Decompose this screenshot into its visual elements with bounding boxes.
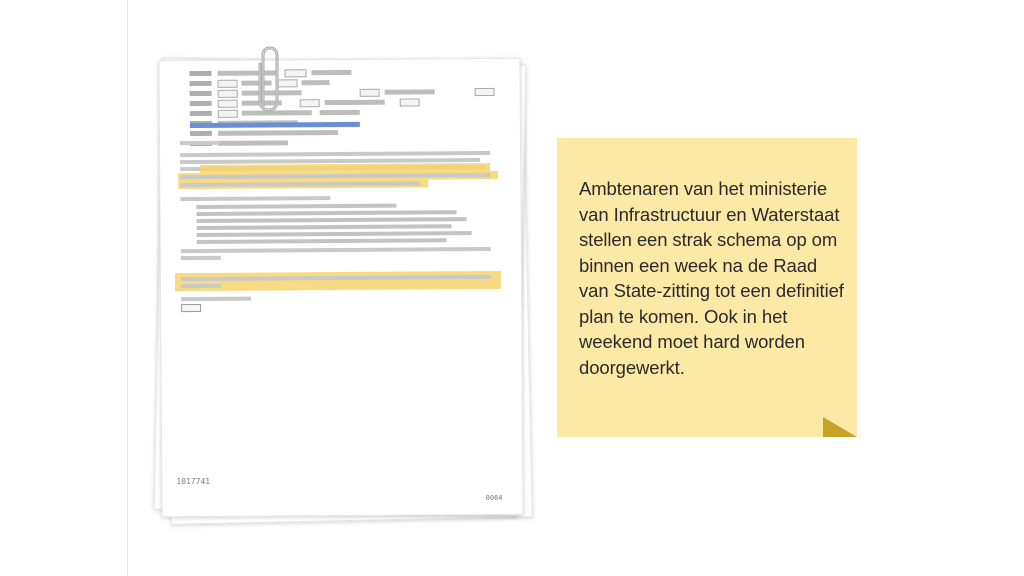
- document-number: 1017741: [176, 476, 211, 487]
- note-folded-corner: [823, 417, 857, 437]
- paperclip-icon: [254, 44, 284, 116]
- document-sheet-front: [158, 58, 523, 518]
- sticky-note: [557, 138, 857, 437]
- email-printout: [159, 59, 522, 517]
- page-number: 0064: [485, 493, 503, 502]
- note-text: Ambtenaren van het ministerie van Infrastructuur en Waterstaat stellen een strak schema op om binnen een week na de Raad van State-zitting tot een definitief plan te komen. Ook in het weekend moet hard worden doorgewerkt.: [579, 178, 844, 378]
- email-header: [189, 69, 500, 151]
- page-divider-line: [127, 0, 128, 576]
- highlight-block: [175, 271, 501, 291]
- email-document-stack: [150, 55, 540, 525]
